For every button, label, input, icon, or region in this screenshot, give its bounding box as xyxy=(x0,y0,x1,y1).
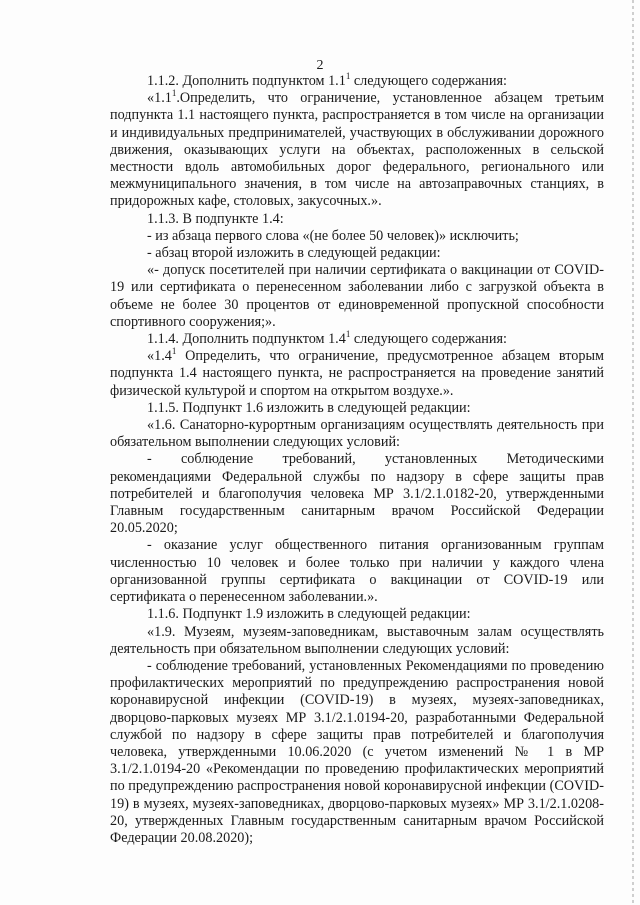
paragraph xyxy=(110,451,604,537)
paragraph-text: «1.9. Музеям, музеям-заповедникам, выставочным залам осуществлять деятельность при обязательном выполнении следующих условий: xyxy=(110,623,604,657)
paragraph xyxy=(110,245,604,262)
paragraph xyxy=(110,624,604,658)
superscript: 1 xyxy=(171,88,177,99)
paragraph-text: «1.1 xyxy=(147,90,172,107)
paragraph xyxy=(110,417,604,451)
scan-edge xyxy=(632,0,634,905)
paragraph xyxy=(110,658,604,847)
superscript: 1 xyxy=(345,71,351,81)
paragraph-text: - оказание услуг общественного питания организованным группам численностью 10 человек и более только при наличии у каждого члена организованной группы сертификата о вакцинации от COVID-19 или сертификата о перенесенном заболевании.». xyxy=(110,537,604,606)
paragraph xyxy=(110,90,604,210)
paragraph-text: 1.1.6. Подпункт 1.9 изложить в следующей редакции: xyxy=(147,606,471,623)
paragraph-text: 1.1.5. Подпункт 1.6 изложить в следующей редакции: xyxy=(147,399,471,416)
paragraph-text-continued: следующего содержания: xyxy=(350,331,507,348)
paragraph xyxy=(110,262,604,331)
paragraph xyxy=(110,331,604,348)
paragraph xyxy=(110,537,604,606)
paragraph xyxy=(110,73,604,90)
paragraph-text: - абзац второй изложить в следующей редакции: xyxy=(147,245,441,262)
paragraph-text: - соблюдение требований, установленных Методическими рекомендациями Федеральной службы по надзору в сфере защиты прав потребителей и благополучия человека МР 3.1/2.1.0182-20, утвержденными Главным государственным санитарным врачом Российской Федерации 20.05.2020; xyxy=(110,451,604,537)
page-number: 2 xyxy=(316,58,324,73)
paragraph xyxy=(110,228,604,245)
paragraph-text: «1.4 xyxy=(147,348,172,365)
document-body xyxy=(110,73,604,847)
paragraph-text: 1.1.3. В подпункте 1.4: xyxy=(147,210,284,227)
paragraph-text: - из абзаца первого слова «(не более 50 человек)» исключить; xyxy=(147,227,519,244)
paragraph-text: «- допуск посетителей при наличии сертификата о вакцинации от COVID-19 или сертификата о перенесенном заболевании либо с загрузкой объекта в объеме не более 30 процентов от единовременной пропускной способности спортивного сооружения;». xyxy=(110,262,604,330)
paragraph xyxy=(110,606,604,623)
paragraph-text-continued: .Определить, что ограничение, установленное абзацем третьим подпункта 1.1 настоящего пункта, распространяется в том числе на организации и индивидуальных предпринимателей, участвующих в обслуживании дорожного движения, оказывающих услуги на объектах, расположенных в сельской местности вдоль автомобильных дорог федерального, регионального или межмуниципального значения, в том числе на автозаправочных станциях, в придорожных кафе, столовых, закусочных.». xyxy=(110,90,604,210)
paragraph xyxy=(110,211,604,228)
paragraph-text-continued: Определить, что ограничение, предусмотренное абзацем вторым подпункта 1.4 настоящего пункта, не распространяется на проведение занятий физической культурой и спортом на открытом воздухе.». xyxy=(110,348,604,399)
paragraph-text-continued: следующего содержания: xyxy=(350,73,507,89)
superscript: 1 xyxy=(171,346,177,357)
paragraph-text: «1.6. Санаторно-курортным организациям осуществлять деятельность при обязательном выполнении следующих условий: xyxy=(110,417,604,451)
paragraph-text: - соблюдение требований, установленных Рекомендациями по проведению профилактических мероприятий по предупреждению распространения новой коронавирусной инфекции (COVID-19) в музеях, музеях-заповедниках, дворцово-парковых музеях МР 3.1/2.1.0194-20, разработанными Федеральной службой по надзору в сфере защиты прав потребителей и благополучия человека, утвержденными 10.06.2020 (с учетом изменений № 1 в МР 3.1/2.1.0194-20 «Рекомендации по проведению профилактических мероприятий по предупреждению распространения новой коронавирусной инфекции (COVID-19) в музеях, музеях-заповедниках, дворцово-парковых музеях» МР 3.1/2.1.0208-20, утвержденных Главным государственным санитарным врачом Российской Федерации 20.08.2020); xyxy=(110,657,604,846)
paragraph xyxy=(110,348,604,400)
paragraph-text: 1.1.4. Дополнить подпунктом 1.4 xyxy=(147,331,346,348)
paragraph-text: 1.1.2. Дополнить подпунктом 1.1 xyxy=(147,73,346,89)
paragraph xyxy=(110,400,604,417)
superscript: 1 xyxy=(345,329,351,340)
